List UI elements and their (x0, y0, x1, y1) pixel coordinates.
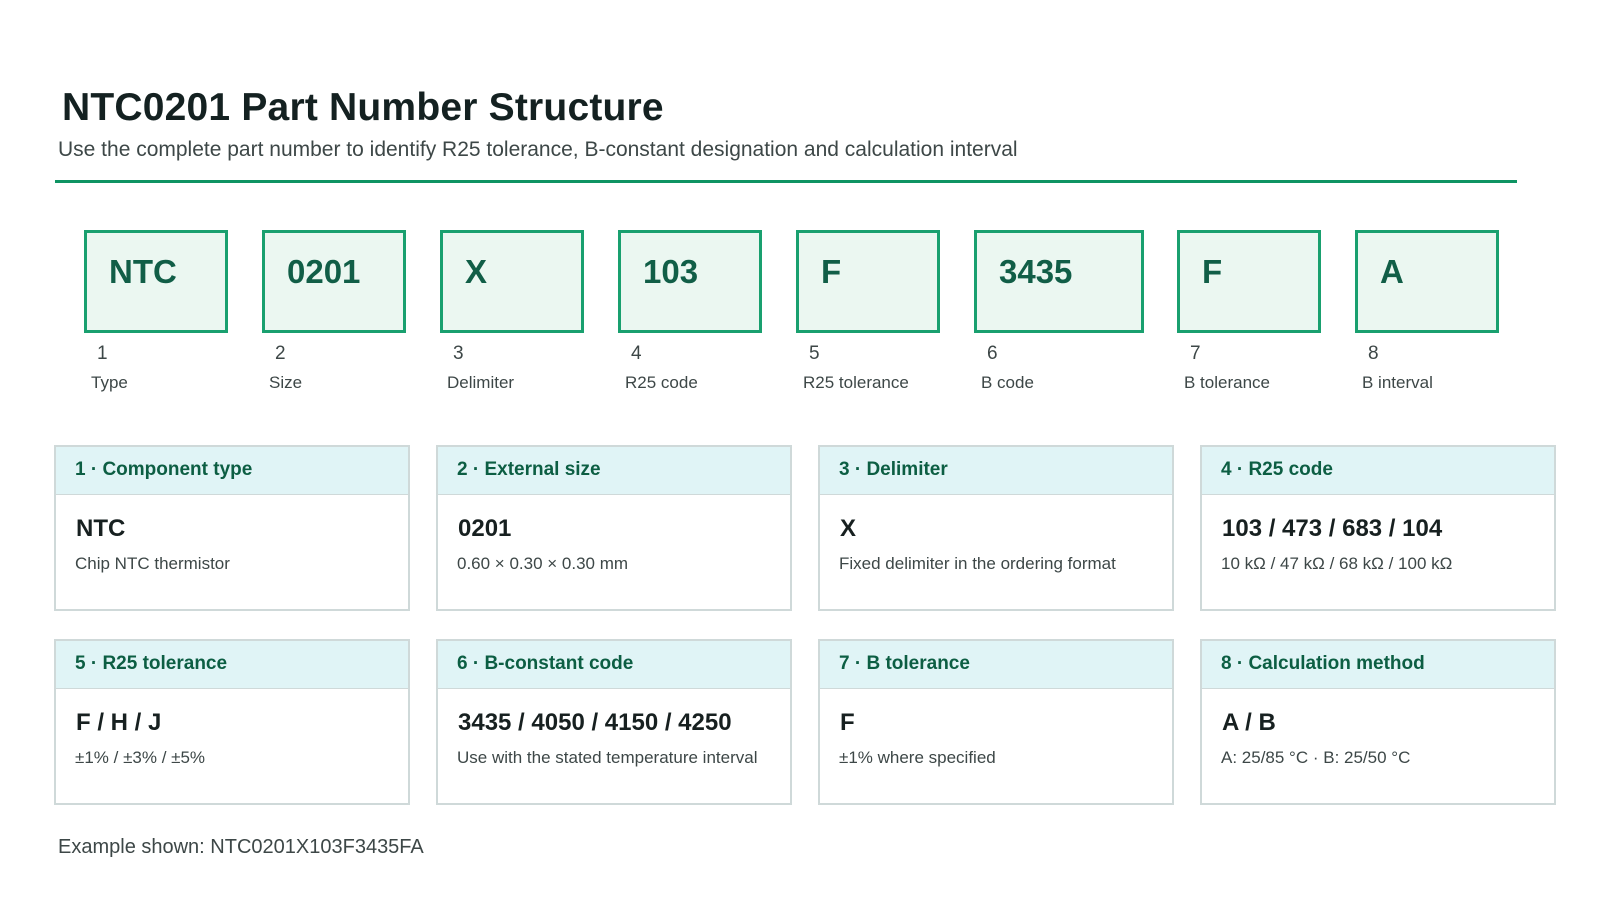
segment-label: Size (269, 373, 303, 392)
card-description: ±1% where specified (839, 748, 996, 767)
segment-number: 1 (97, 343, 108, 364)
segment-r25-tolerance (796, 230, 940, 393)
segment-label: R25 tolerance (803, 373, 909, 392)
card-value: F / H / J (76, 709, 162, 736)
card-delimiter (818, 445, 1174, 611)
segment-code-box: A (1355, 230, 1499, 333)
card-description: Use with the stated temperature interval (457, 748, 758, 767)
card-description: A: 25/85 °C · B: 25/50 °C (1221, 748, 1411, 767)
card-heading: 7 · B tolerance (820, 641, 1172, 689)
segment-label: B code (981, 373, 1034, 392)
segment-code-box: 103 (618, 230, 762, 333)
example-note: Example shown: NTC0201X103F3435FA (58, 836, 424, 858)
segment-r25-code (618, 230, 762, 393)
card-external-size (436, 445, 792, 611)
page-subtitle: Use the complete part number to identify R25 tolerance, B-constant designation and calculation interval (58, 138, 1018, 161)
card-value: 3435 / 4050 / 4150 / 4250 (458, 709, 732, 736)
segment-size (262, 230, 406, 393)
segment-number: 2 (275, 343, 286, 364)
segment-delimiter (440, 230, 584, 393)
card-value: 0201 (458, 515, 512, 542)
segment-number: 6 (987, 343, 998, 364)
card-description: Chip NTC thermistor (75, 554, 230, 573)
card-heading: 6 · B-constant code (438, 641, 790, 689)
card-value: F (840, 709, 855, 736)
card-heading: 4 · R25 code (1202, 447, 1554, 495)
segment-code-box: X (440, 230, 584, 333)
segment-label: Delimiter (447, 373, 515, 392)
card-description: 0.60 × 0.30 × 0.30 mm (457, 554, 629, 573)
segment-label: B tolerance (1184, 373, 1270, 392)
card-description: 10 kΩ / 47 kΩ / 68 kΩ / 100 kΩ (1221, 554, 1453, 573)
card-heading: 5 · R25 tolerance (56, 641, 408, 689)
segment-b-tolerance (1177, 230, 1321, 393)
page-title: NTC0201 Part Number Structure (62, 86, 664, 129)
segment-type (84, 230, 228, 393)
card-calculation-method (1200, 639, 1556, 805)
card-value: X (840, 515, 857, 542)
segment-b-interval (1355, 230, 1499, 393)
segment-number: 5 (809, 343, 820, 364)
segment-number: 4 (631, 343, 642, 364)
segment-code-box: NTC (84, 230, 228, 333)
card-component-type (54, 445, 410, 611)
card-value: A / B (1222, 709, 1276, 736)
card-description: ±1% / ±3% / ±5% (75, 748, 206, 767)
segment-number: 8 (1368, 343, 1379, 364)
segment-label: Type (91, 373, 128, 392)
segment-code-box: 3435 (974, 230, 1144, 333)
card-value: 103 / 473 / 683 / 104 (1222, 515, 1443, 542)
card-description: Fixed delimiter in the ordering format (839, 554, 1116, 573)
card-heading: 3 · Delimiter (820, 447, 1172, 495)
segment-b-code (974, 230, 1144, 393)
header-divider (55, 180, 1517, 183)
card-heading: 8 · Calculation method (1202, 641, 1554, 689)
card-heading: 2 · External size (438, 447, 790, 495)
segment-code-box: 0201 (262, 230, 406, 333)
segment-number: 7 (1190, 343, 1201, 364)
card-b-tolerance (818, 639, 1174, 805)
card-b-constant-code (436, 639, 792, 805)
card-heading: 1 · Component type (56, 447, 408, 495)
segment-code-box: F (796, 230, 940, 333)
card-value: NTC (76, 515, 126, 542)
segment-label: B interval (1362, 373, 1433, 392)
card-r25-code (1200, 445, 1556, 611)
card-r25-tolerance (54, 639, 410, 805)
segment-label: R25 code (625, 373, 698, 392)
segment-code-box: F (1177, 230, 1321, 333)
segment-number: 3 (453, 343, 464, 364)
